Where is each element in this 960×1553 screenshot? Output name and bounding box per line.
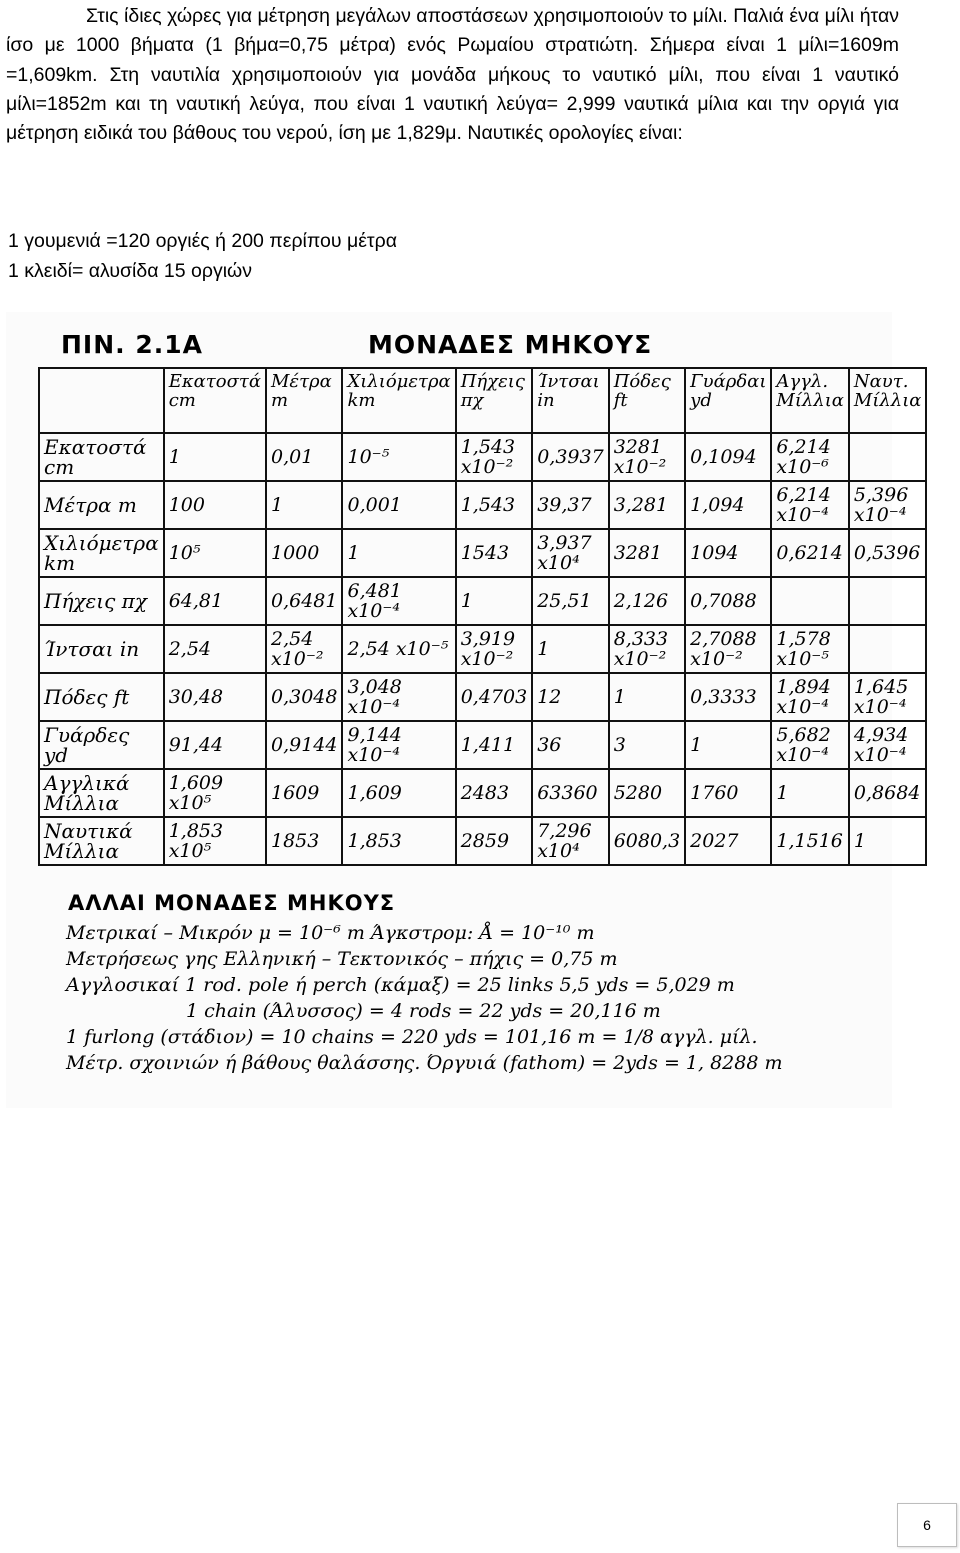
- intro-paragraph: Στις ίδιες χώρες για μέτρηση μεγάλων αποστάσεων χρησιμοποιούν το μίλι. Παλιά ένα μίλι ήταν ίσο με 1000 βήματα (1 βήμα=0,75 μέτρα) ενός Ρωμαίου στρατιώτη. Σήμερα είναι 1 μίλι=1609m =1,609km. Στη ναυτιλία χρησιμοποιούν για μονάδα μήκους το ναυτικό μίλι, που είναι 1 ναυτικό μίλι=1852m και τη ναυτική λεύγα, που είναι 1 ναυτική λεύγα= 2,999 ναυτικά μίλια και την οργιά για μέτρηση ειδικά του βάθους του νερού, ίση με 1,829μ. Ναυτικές ορολογίες είναι:: [6, 5, 899, 145]
- table-cell: 1000: [266, 529, 342, 577]
- table-cell: 2,7088 x10⁻²: [685, 625, 771, 673]
- table-cell: 0,01: [266, 433, 342, 481]
- table-cell: 3: [609, 721, 685, 769]
- table-label: ΠΙΝ. 2.1Α: [61, 330, 203, 359]
- table-cell: 10⁻⁵: [342, 433, 455, 481]
- table-cell: 63360: [532, 769, 608, 817]
- table-cell: 1,894 x10⁻⁴: [771, 673, 849, 721]
- table-cell: 1,1516: [771, 817, 849, 865]
- table-cell: 12: [532, 673, 608, 721]
- table-cell: 3,048 x10⁻⁴: [342, 673, 455, 721]
- table-header-row: [39, 368, 926, 433]
- table-cell: 2483: [456, 769, 532, 817]
- table-cell: 2027: [685, 817, 771, 865]
- table-cell: 0,4703: [456, 673, 532, 721]
- column-header: Πόδες ft: [609, 368, 685, 433]
- table-cell: 1,609: [342, 769, 455, 817]
- table-cell: 4,934 x10⁻⁴: [849, 721, 927, 769]
- other-units-section: [66, 890, 783, 1076]
- intro-paragraph-block: [6, 2, 899, 148]
- table-cell: 1,411: [456, 721, 532, 769]
- table-title: ΜΟΝΑΔΕΣ ΜΗΚΟΥΣ: [368, 330, 653, 359]
- table-cell: 0,9144: [266, 721, 342, 769]
- table-cell: 2,54 x10⁻²: [266, 625, 342, 673]
- other-unit-line: 1 furlong (στάδιον) = 10 chains = 220 yds = 101,16 m = 1/8 αγγλ. μίλ.: [66, 1026, 758, 1048]
- table-row: [39, 577, 926, 625]
- table-cell: 1543: [456, 529, 532, 577]
- table-cell: 0,3048: [266, 673, 342, 721]
- table-cell: 2,54 x10⁻⁵: [342, 625, 455, 673]
- table-cell: [849, 577, 927, 625]
- table-cell: 1,609 x10⁵: [164, 769, 266, 817]
- table-cell: 91,44: [164, 721, 266, 769]
- table-cell: 6,214 x10⁻⁴: [771, 481, 849, 529]
- scanned-units-table-image: [6, 312, 922, 1108]
- table-cell: 1: [532, 625, 608, 673]
- column-header: Εκατοστά cm: [164, 368, 266, 433]
- table-cell: 64,81: [164, 577, 266, 625]
- table-cell: 1: [266, 481, 342, 529]
- table-cell: 0,6214: [771, 529, 849, 577]
- table-cell: 6,481 x10⁻⁴: [342, 577, 455, 625]
- table-cell: 1,543 x10⁻²: [456, 433, 532, 481]
- table-cell: 0,6481: [266, 577, 342, 625]
- table-cell: 1,578 x10⁻⁵: [771, 625, 849, 673]
- column-header: Μέτρα m: [266, 368, 342, 433]
- table-cell: 1853: [266, 817, 342, 865]
- table-cell: 36: [532, 721, 608, 769]
- table-cell: 0,8684: [849, 769, 927, 817]
- header-corner-cell: [39, 368, 164, 433]
- table-cell: 25,51: [532, 577, 608, 625]
- other-unit-line: Μετρήσεως γης Ελληνική – Τεκτονικός – πήχις = 0,75 m: [66, 948, 618, 970]
- length-units-table: [38, 367, 927, 866]
- table-cell: [771, 577, 849, 625]
- table-cell: 6,214 x10⁻⁶: [771, 433, 849, 481]
- row-header: Εκατοστά cm: [39, 433, 164, 481]
- table-cell: 3,281: [609, 481, 685, 529]
- other-unit-line: Μετρικαί – Μικρόν μ = 10⁻⁶ m Άγκστρομ: Å = 10⁻¹⁰ m: [66, 922, 595, 944]
- table-cell: 1: [342, 529, 455, 577]
- column-header: Ναυτ. Μίλλια: [849, 368, 927, 433]
- table-cell: 0,1094: [685, 433, 771, 481]
- other-unit-line: Μέτρ. σχοινιών ή βάθους θαλάσσης. Όργυιά (fathom) = 2yds = 1, 8288 m: [66, 1052, 783, 1074]
- table-cell: 1609: [266, 769, 342, 817]
- table-row: [39, 769, 926, 817]
- table-row: [39, 721, 926, 769]
- table-row: [39, 529, 926, 577]
- table-cell: 1,645 x10⁻⁴: [849, 673, 927, 721]
- table-cell: 8,333 x10⁻²: [609, 625, 685, 673]
- table-cell: 10⁵: [164, 529, 266, 577]
- table-cell: 30,48: [164, 673, 266, 721]
- row-header: Πήχεις πχ: [39, 577, 164, 625]
- table-cell: 1: [164, 433, 266, 481]
- row-header: Ίντσαι in: [39, 625, 164, 673]
- table-cell: 3,937 x10⁴: [532, 529, 608, 577]
- table-cell: [849, 433, 927, 481]
- table-cell: 0,3333: [685, 673, 771, 721]
- column-header: Γυάρδαι yd: [685, 368, 771, 433]
- table-cell: 0,7088: [685, 577, 771, 625]
- table-cell: 1,853 x10⁵: [164, 817, 266, 865]
- table-row: [39, 625, 926, 673]
- row-header: Πόδες ft: [39, 673, 164, 721]
- note-line: 1 γουμενιά =120 οργιές ή 200 περίπου μέτρα: [8, 230, 397, 252]
- row-header: Μέτρα m: [39, 481, 164, 529]
- nautical-terms-list: [8, 226, 397, 286]
- table-cell: 1: [456, 577, 532, 625]
- table-cell: 9,144 x10⁻⁴: [342, 721, 455, 769]
- table-row: [39, 433, 926, 481]
- other-unit-line: 1 chain (Άλυσσος) = 4 rods = 22 yds = 20,116 m: [186, 1000, 661, 1022]
- table-cell: 1: [609, 673, 685, 721]
- note-line: 1 κλειδί= αλυσίδα 15 οργιών: [8, 260, 253, 282]
- table-cell: 0,3937: [532, 433, 608, 481]
- page-number-box: 6: [897, 1503, 957, 1547]
- table-cell: 1: [685, 721, 771, 769]
- table-cell: 1094: [685, 529, 771, 577]
- other-unit-line: Αγγλοσικαί 1 rod. pole ή perch (κάμαξ) = 25 links 5,5 yds = 5,029 m: [66, 974, 735, 996]
- table-cell: 1: [849, 817, 927, 865]
- table-cell: 1760: [685, 769, 771, 817]
- table-cell: 100: [164, 481, 266, 529]
- table-cell: [849, 625, 927, 673]
- row-header: Χιλιόμετρα km: [39, 529, 164, 577]
- table-cell: 1,543: [456, 481, 532, 529]
- table-row: [39, 817, 926, 865]
- column-header: Ίντσαι in: [532, 368, 608, 433]
- table-cell: 3281: [609, 529, 685, 577]
- column-header: Αγγλ. Μίλλια: [771, 368, 849, 433]
- row-header: Ναυτικά Μίλλια: [39, 817, 164, 865]
- table-cell: 3,919 x10⁻²: [456, 625, 532, 673]
- table-row: [39, 481, 926, 529]
- table-cell: 0,5396: [849, 529, 927, 577]
- table-cell: 3281 x10⁻²: [609, 433, 685, 481]
- column-header: Χιλιόμετρα km: [342, 368, 455, 433]
- table-cell: 0,001: [342, 481, 455, 529]
- row-header: Αγγλικά Μίλλια: [39, 769, 164, 817]
- table-cell: 5,682 x10⁻⁴: [771, 721, 849, 769]
- table-cell: 6080,3: [609, 817, 685, 865]
- table-cell: 7,296 x10⁴: [532, 817, 608, 865]
- table-row: [39, 673, 926, 721]
- table-cell: 5280: [609, 769, 685, 817]
- column-header: Πήχεις πχ: [456, 368, 532, 433]
- table-cell: 2,54: [164, 625, 266, 673]
- table-cell: 5,396 x10⁻⁴: [849, 481, 927, 529]
- table-cell: 1,094: [685, 481, 771, 529]
- table-cell: 2,126: [609, 577, 685, 625]
- other-units-title: ΑΛΛΑΙ ΜΟΝΑΔΕΣ ΜΗΚΟΥΣ: [68, 891, 396, 915]
- table-cell: 39,37: [532, 481, 608, 529]
- table-cell: 2859: [456, 817, 532, 865]
- row-header: Γυάρδες yd: [39, 721, 164, 769]
- table-cell: 1: [771, 769, 849, 817]
- table-cell: 1,853: [342, 817, 455, 865]
